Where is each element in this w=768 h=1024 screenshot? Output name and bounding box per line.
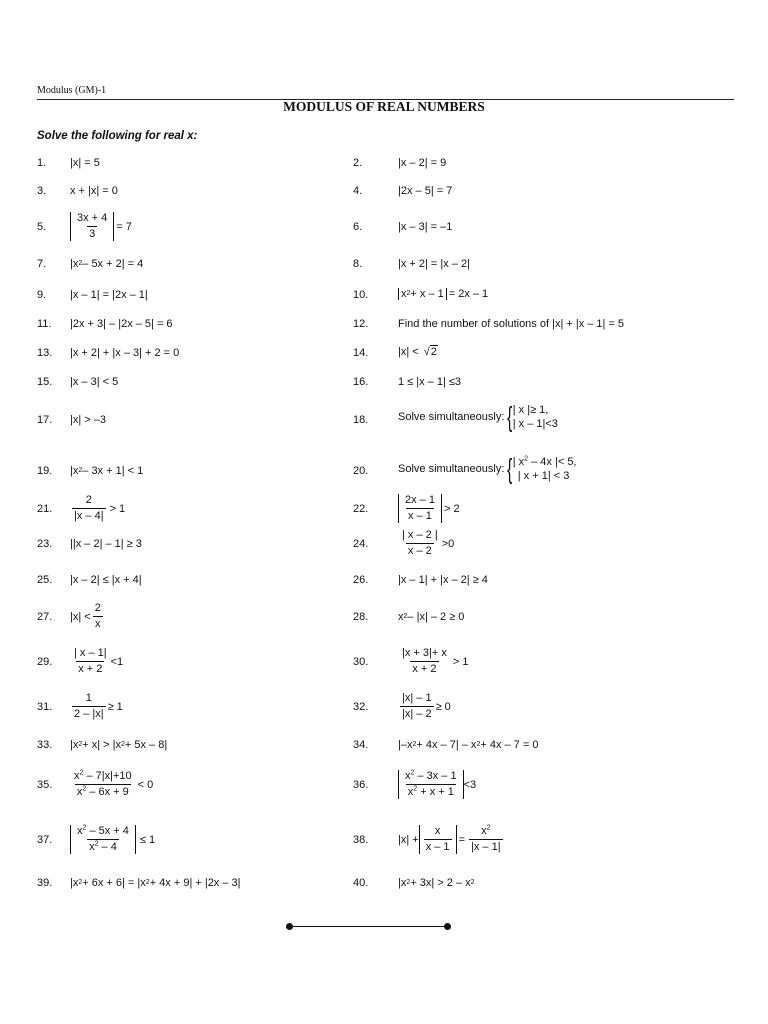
absolute-value-bars: x 2 + x – 1 <box>398 288 447 300</box>
problem-32 <box>398 692 451 721</box>
term: |x <box>398 877 407 889</box>
term: |x| + <box>398 833 419 846</box>
problem-number: 32. <box>353 701 369 713</box>
term: + x| > |x <box>82 739 121 751</box>
denominator: 3 <box>89 228 96 240</box>
problem-40: |x 2 + 3x| > 2 – x 2 <box>398 877 475 889</box>
exponent: 2 <box>79 769 84 777</box>
problem-number: 28. <box>353 611 369 623</box>
term: + x + 1 <box>417 786 454 798</box>
problem-2: |x – 2| = 9 <box>398 157 447 169</box>
problem-number: 8. <box>353 258 363 270</box>
term: | x <box>512 456 525 468</box>
denominator <box>406 784 456 799</box>
problem-26: |x – 1| + |x – 2| ≥ 4 <box>398 574 488 586</box>
problem-number: 4. <box>353 185 363 197</box>
problem-38 <box>398 825 505 854</box>
fraction <box>403 494 437 523</box>
absolute-value-bars <box>70 825 136 854</box>
fraction <box>469 825 503 854</box>
problem-number: 13. <box>37 347 53 359</box>
problem-number: 7. <box>37 258 47 270</box>
label: Solve simultaneously: <box>398 411 505 423</box>
numerator: x <box>434 825 441 837</box>
denominator: x + 2 <box>412 663 437 675</box>
problem-number: 14. <box>353 347 369 359</box>
fraction <box>75 825 131 854</box>
denominator <box>75 784 131 799</box>
term: x <box>481 825 487 837</box>
problem-37 <box>70 825 155 854</box>
term: |x| < <box>70 610 91 623</box>
exponent: 2 <box>410 769 415 777</box>
problem-number: 40. <box>353 877 369 889</box>
problem-10 <box>398 288 488 300</box>
problem-20 <box>398 455 577 483</box>
problem-5 <box>70 212 132 241</box>
denominator: x + 2 <box>78 663 103 675</box>
problem-number: 37. <box>37 834 53 846</box>
denominator: |x – 1| <box>471 841 501 853</box>
problem-number: 25. <box>37 574 53 586</box>
term: – 3x + 1| < 1 <box>82 465 144 477</box>
absolute-value-bars <box>398 494 442 523</box>
problem-39: |x 2 + 6x + 6| = |x 2 + 4x + 9| + |2x – 3| <box>70 877 241 889</box>
term: |x| < <box>398 346 419 358</box>
problem-23: ||x – 2| – 1| ≥ 3 <box>70 538 142 550</box>
right-side: = 2x – 1 <box>448 288 489 300</box>
problem-13: |x + 2| + |x – 3| + 2 = 0 <box>70 347 180 359</box>
problem-14 <box>398 346 438 358</box>
header-label: Modulus (GM)-1 <box>37 85 107 96</box>
right-side: > 1 <box>452 655 469 668</box>
denominator <box>87 839 119 854</box>
problem-number: 30. <box>353 656 369 668</box>
numerator <box>403 770 459 784</box>
absolute-value-bars <box>70 212 114 241</box>
term: + x – 1 <box>410 288 444 300</box>
fraction <box>400 647 449 676</box>
term: x <box>407 786 414 798</box>
term: + 6x + 6| = |x <box>82 877 146 889</box>
term: x <box>405 770 411 782</box>
problem-29 <box>70 647 123 676</box>
equals-sign: = <box>458 833 465 846</box>
term: |x <box>70 877 79 889</box>
term: – 5x + 2| = 4 <box>82 258 144 270</box>
numerator: 2 <box>85 494 92 506</box>
problem-number: 15. <box>37 376 53 388</box>
problem-28: x 2 – |x| – 2 ≥ 0 <box>398 611 465 623</box>
problem-3: x + |x| = 0 <box>70 185 118 197</box>
absolute-value-bars <box>398 770 464 799</box>
term: – 3x – 1 <box>414 770 457 782</box>
problem-number: 21. <box>37 503 53 515</box>
problem-number: 2. <box>353 157 363 169</box>
right-side: >0 <box>441 537 455 550</box>
problem-number: 24. <box>353 538 369 550</box>
problem-number: 20. <box>353 465 369 477</box>
right-side: > 1 <box>109 502 126 515</box>
problem-number: 18. <box>353 414 369 426</box>
right-side: < 0 <box>137 778 154 791</box>
problem-15: |x – 3| < 5 <box>70 376 119 388</box>
term: x <box>398 611 404 623</box>
term: |x <box>70 258 79 270</box>
right-side: > 2 <box>443 502 460 515</box>
term: |x <box>70 739 79 751</box>
denominator: x – 2 <box>407 545 432 557</box>
problem-1: |x| = 5 <box>70 157 100 169</box>
denominator: |x| – 2 <box>402 708 432 720</box>
problem-25: |x – 2| ≤ |x + 4| <box>70 574 142 586</box>
right-side: ≥ 1 <box>107 700 123 713</box>
exponent: 2 <box>82 824 87 832</box>
term: – 5x + 4 <box>86 825 129 837</box>
problem-7: |x 2 – 5x + 2| = 4 <box>70 258 144 270</box>
denominator: |x – 4| <box>74 510 104 522</box>
problem-number: 22. <box>353 503 369 515</box>
fraction <box>400 692 434 721</box>
problem-number: 29. <box>37 656 53 668</box>
fraction <box>424 825 452 854</box>
denominator: 2 – |x| <box>74 708 104 720</box>
fraction <box>403 770 459 799</box>
problem-number: 26. <box>353 574 369 586</box>
numerator: |x| – 1 <box>402 692 432 704</box>
problem-number: 39. <box>37 877 53 889</box>
problem-number: 36. <box>353 779 369 791</box>
term: x <box>89 841 95 853</box>
term: – |x| – 2 ≥ 0 <box>407 611 465 623</box>
fraction <box>72 770 134 799</box>
numerator: 2x – 1 <box>405 494 435 506</box>
problem-number: 35. <box>37 779 53 791</box>
problem-number: 11. <box>37 318 52 330</box>
fraction <box>72 647 109 676</box>
fraction <box>93 602 103 631</box>
denominator: x <box>95 618 101 630</box>
numerator: | x – 1| <box>74 647 107 659</box>
equation-system <box>507 455 576 483</box>
exponent: 2 <box>94 840 99 848</box>
problem-number: 6. <box>353 221 363 233</box>
right-side: <3 <box>463 778 477 791</box>
problem-27 <box>70 602 105 631</box>
problem-30 <box>398 647 468 676</box>
denominator: x – 1 <box>425 841 450 853</box>
term: – 4 <box>98 841 117 853</box>
fraction <box>72 692 106 721</box>
term: + 4x – 7| – x <box>416 739 477 751</box>
condition: | x |≥ 1, <box>512 404 549 416</box>
problem-12: Find the number of solutions of |x| + |x – 1| = 5 <box>398 318 625 330</box>
term: x <box>77 825 83 837</box>
exponent: 2 <box>413 785 418 793</box>
numerator <box>75 825 131 839</box>
problem-8: |x + 2| = |x – 2| <box>398 258 470 270</box>
term: + 3x| > 2 – x <box>410 877 471 889</box>
problem-9: |x – 1| = |2x – 1| <box>70 289 148 301</box>
brace-icon: { <box>507 453 513 484</box>
problem-number: 27. <box>37 611 53 623</box>
exponent: 2 <box>524 455 529 463</box>
absolute-value-bars <box>419 825 457 854</box>
term: x <box>401 288 407 300</box>
condition <box>513 455 577 469</box>
term: |–x <box>398 739 413 751</box>
problem-24 <box>398 529 454 558</box>
problem-number: 34. <box>353 739 369 751</box>
right-side: = 7 <box>116 220 132 233</box>
system-lines <box>513 455 577 483</box>
denominator: x – 1 <box>408 510 432 522</box>
term: – 6x + 9 <box>86 786 129 798</box>
problem-number: 38. <box>353 834 369 846</box>
fraction <box>75 212 109 241</box>
problem-number: 31. <box>37 701 53 713</box>
numerator: |x + 3|+ x <box>402 647 447 659</box>
term: – 4x |< 5, <box>528 456 577 468</box>
problem-18 <box>398 403 558 431</box>
problem-number: 17. <box>37 414 53 426</box>
numerator: 3x + 4 <box>77 212 108 224</box>
instruction: Solve the following for real x: <box>37 130 198 142</box>
problem-35 <box>70 770 153 799</box>
numerator: 2 <box>94 602 101 614</box>
exponent: 2 <box>486 824 491 832</box>
exponent: 2 <box>82 785 87 793</box>
problem-11: |2x + 3| – |2x – 5| = 6 <box>70 318 173 330</box>
problem-number: 16. <box>353 376 369 388</box>
numerator: | x – 2 | <box>402 529 438 541</box>
problem-number: 1. <box>37 157 47 169</box>
right-side: ≤ 1 <box>139 833 156 846</box>
fraction <box>72 494 106 523</box>
problem-34: |–x 2 + 4x – 7| – x 2 + 4x – 7 = 0 <box>398 739 539 751</box>
numerator: 1 <box>85 692 92 704</box>
label: Solve simultaneously: <box>398 463 505 475</box>
brace-icon: { <box>507 401 513 432</box>
problem-22 <box>398 494 460 523</box>
problem-number: 5. <box>37 221 47 233</box>
term: – 7|x|+10 <box>83 770 132 782</box>
problem-33: |x 2 + x| > |x 2 + 5x – 8| <box>70 739 168 751</box>
problem-number: 12. <box>353 318 369 330</box>
problem-number: 9. <box>37 289 47 301</box>
term: + 4x – 7 = 0 <box>480 739 539 751</box>
problem-6: |x – 3| = –1 <box>398 221 453 233</box>
square-root <box>424 346 438 358</box>
end-dot-right <box>444 923 451 930</box>
problem-31 <box>70 692 123 721</box>
problem-36 <box>398 770 476 799</box>
condition: | x + 1| < 3 <box>517 470 570 482</box>
numerator <box>72 770 134 784</box>
end-dot-left <box>286 923 293 930</box>
problem-4: |2x – 5| = 7 <box>398 185 453 197</box>
term: x <box>74 770 80 782</box>
term: x <box>76 786 83 798</box>
problem-21 <box>70 494 125 523</box>
problem-17: |x| > –3 <box>70 414 106 426</box>
end-rule <box>289 926 448 927</box>
radicand: 2 <box>430 346 437 358</box>
problem-number: 3. <box>37 185 47 197</box>
radical-sign: √ <box>423 346 430 358</box>
term: |x <box>70 465 79 477</box>
right-side: ≥ 0 <box>435 700 451 713</box>
page-title: MODULUS OF REAL NUMBERS <box>283 99 485 114</box>
term: + 5x – 8| <box>124 739 168 751</box>
problem-number: 10. <box>353 289 369 301</box>
term: + 4x + 9| + |2x – 3| <box>149 877 241 889</box>
numerator <box>479 825 492 839</box>
equation-system <box>507 403 558 431</box>
problem-16: 1 ≤ |x – 1| ≤3 <box>398 376 462 388</box>
problem-number: 23. <box>37 538 53 550</box>
right-side: <1 <box>110 655 124 668</box>
problem-number: 33. <box>37 739 53 751</box>
system-lines <box>513 403 558 431</box>
problem-19: |x 2 – 3x + 1| < 1 <box>70 465 144 477</box>
fraction <box>400 529 440 558</box>
condition: | x – 1|<3 <box>512 418 558 430</box>
problem-number: 19. <box>37 465 53 477</box>
